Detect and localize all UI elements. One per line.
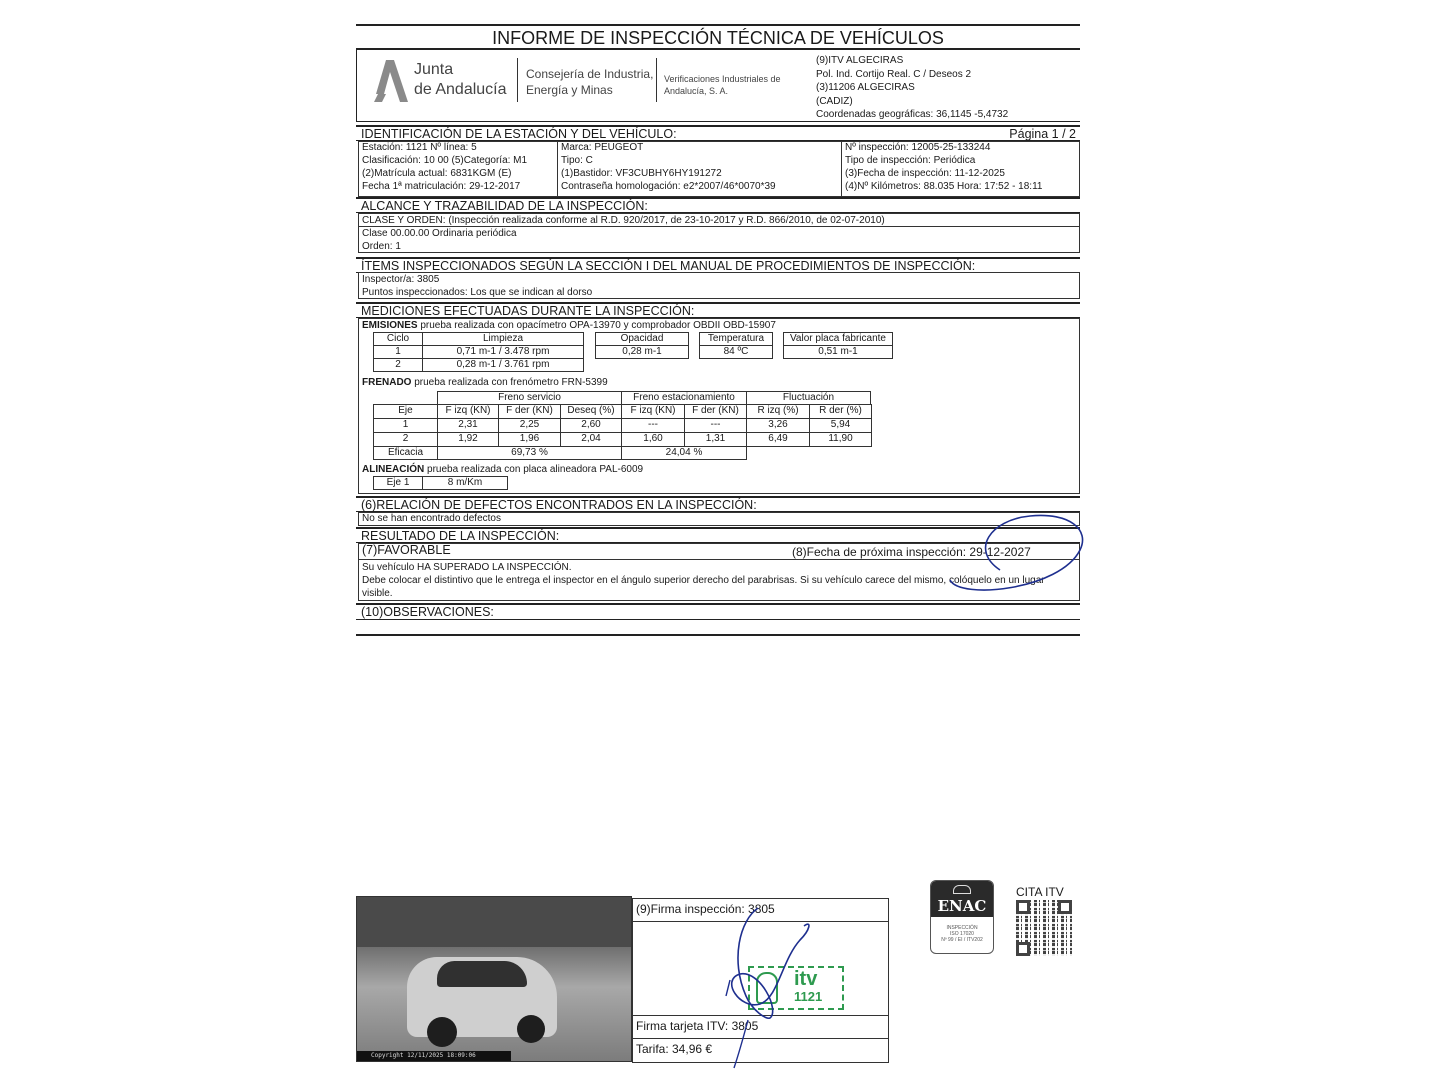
brake-header-cell: Deseq (%) bbox=[560, 404, 622, 419]
temperatura-label: Temperatura bbox=[699, 332, 773, 346]
junta-name: Junta de Andalucía bbox=[414, 61, 507, 98]
emisiones-row2-limpieza: 0,28 m-1 / 3.761 rpm bbox=[422, 358, 584, 372]
eje1-label: Eje 1 bbox=[373, 476, 423, 490]
id-col1: Estación: 1121 Nº línea: 5 Clasificación: 10 00 (5)Categoría: M1 (2)Matrícula actual: 6831KGM (E) Fecha 1ª matriculación: 29-12-2017 bbox=[362, 142, 528, 192]
qr-finder bbox=[1016, 942, 1030, 956]
verif-name: Verificaciones Industriales de Andalucía, S. A. bbox=[664, 74, 781, 96]
brake-cell: 1,96 bbox=[498, 432, 561, 447]
photo-car-wheel bbox=[517, 1015, 545, 1043]
items-heading: ÍTEMS INSPECCIONADOS SEGÚN LA SECCIÓN I DEL MANUAL DE PROCEDIMIENTOS DE INSPECCIÓN: bbox=[356, 257, 1080, 273]
result-text: Su vehículo HA SUPERADO LA INSPECCIÓN. Debe colocar el distintivo que le entrega el inspector en el ángulo superior derecho del parabrisas. Si su vehículo carece del mismo, colóquelo en un lugar visible. bbox=[362, 562, 1045, 599]
eje1-value: 8 m/Km bbox=[422, 476, 508, 490]
emisiones-row1-limpieza: 0,71 m-1 / 3.478 rpm bbox=[422, 345, 584, 359]
enac-small-2: ISO 17020 bbox=[950, 931, 974, 937]
brake-cell: 6,49 bbox=[746, 432, 810, 447]
temperatura-value: 84 ºC bbox=[699, 345, 773, 359]
enac-logo bbox=[930, 880, 994, 954]
brake-cell: 2,31 bbox=[437, 418, 499, 433]
freno-estacionamiento-header: Freno estacionamiento bbox=[621, 391, 747, 405]
brake-cell: 5,94 bbox=[809, 418, 872, 433]
id-col2: Marca: PEUGEOT Tipo: C (1)Bastidor: VF3CUBHY6HY191272 Contraseña homologación: e2*2007/46*0070*39 bbox=[561, 142, 776, 192]
fluctuacion-header: Fluctuación bbox=[746, 391, 871, 405]
next-inspection-date: (8)Fecha de próxima inspección: 29-12-2027 bbox=[792, 545, 1031, 559]
firma-inspeccion: (9)Firma inspección: 3805 bbox=[636, 902, 775, 916]
qr-finder bbox=[1016, 900, 1030, 914]
stamp-itv: itv bbox=[794, 968, 818, 990]
emisiones-row2-ciclo: 2 bbox=[373, 358, 423, 372]
brake-header-cell: F izq (KN) bbox=[437, 404, 499, 419]
identification-heading: IDENTIFICACIÓN DE LA ESTACIÓN Y DEL VEHÍCULO: Página 1 / 2 bbox=[356, 125, 1080, 141]
items-text: Inspector/a: 3805 Puntos inspeccionados: Los que se indican al dorso bbox=[362, 274, 593, 298]
consejeria-name: Consejería de Industria, Energía y Minas bbox=[526, 67, 654, 97]
enac-crown-icon bbox=[953, 885, 971, 894]
brake-cell: 2 bbox=[373, 432, 438, 447]
placa-label: Valor placa fabricante bbox=[783, 332, 893, 346]
enac-text: ENAC bbox=[937, 897, 987, 915]
signature-loop-mark bbox=[940, 510, 1090, 600]
brake-cell: 2,25 bbox=[498, 418, 561, 433]
brake-header-cell: Eje bbox=[373, 404, 438, 419]
opacidad-value: 0,28 m-1 bbox=[595, 345, 689, 359]
document-title: INFORME DE INSPECCIÓN TÉCNICA DE VEHÍCULOS bbox=[492, 28, 944, 48]
eficacia-servicio: 69,73 % bbox=[437, 446, 622, 460]
opacidad-label: Opacidad bbox=[595, 332, 689, 346]
alineacion-line: ALINEACIÓN prueba realizada con placa alineadora PAL-6009 bbox=[362, 464, 644, 475]
brake-header-cell: R der (%) bbox=[809, 404, 872, 419]
brake-cell: 1 bbox=[373, 418, 438, 433]
handwritten-signature bbox=[700, 900, 823, 1070]
firma-tarjeta: Firma tarjeta ITV: 3805 bbox=[636, 1019, 759, 1033]
photo-car-wheel bbox=[427, 1017, 457, 1047]
qr-finder bbox=[1058, 900, 1072, 914]
result-heading: RESULTADO DE LA INSPECCIÓN: bbox=[356, 527, 1080, 543]
enac-small-1: INSPECCIÓN bbox=[946, 925, 978, 931]
qr-code-icon[interactable] bbox=[1016, 900, 1072, 956]
measurements-heading: MEDICIONES EFECTUADAS DURANTE LA INSPECCIÓN: bbox=[356, 302, 1080, 318]
placa-value: 0,51 m-1 bbox=[783, 345, 893, 359]
photo-caption: Copyright 12/11/2025 18:09:06 bbox=[357, 1051, 511, 1061]
page-number: Página 1 / 2 bbox=[1009, 127, 1076, 141]
observations-heading: (10)OBSERVACIONES: bbox=[356, 603, 1080, 620]
cita-label: CITA ITV bbox=[1016, 885, 1064, 899]
frenado-line: FRENADO prueba realizada con frenómetro FRN-5399 bbox=[362, 377, 608, 388]
eficacia-label: Eficacia bbox=[373, 446, 438, 460]
brake-header-cell: F izq (KN) bbox=[621, 404, 685, 419]
brake-header-cell: R izq (%) bbox=[746, 404, 810, 419]
freno-servicio-header: Freno servicio bbox=[437, 391, 622, 405]
brake-cell: 1,92 bbox=[437, 432, 499, 447]
result-verdict: (7)FAVORABLE bbox=[362, 543, 451, 557]
brake-cell: 2,04 bbox=[560, 432, 622, 447]
brake-cell: --- bbox=[621, 418, 685, 433]
emisiones-row1-ciclo: 1 bbox=[373, 345, 423, 359]
stamp-number: 1121 bbox=[794, 989, 823, 1004]
photo-building bbox=[357, 897, 632, 947]
scope-text: CLASE Y ORDEN: (Inspección realizada conforme al R.D. 920/2017, de 23-10-2017 y R.D. 866/2010, de 02-07-2010) Clase 00.00.00 Ordinaria periódica Orden: 1 bbox=[362, 215, 885, 252]
brake-header-cell: F der (KN) bbox=[498, 404, 561, 419]
eficacia-estacionamiento: 24,04 % bbox=[621, 446, 747, 460]
junta-logo-icon bbox=[372, 58, 410, 104]
photo-car-window bbox=[437, 961, 527, 987]
vehicle-photo bbox=[356, 896, 632, 1062]
defects-text: No se han encontrado defectos bbox=[362, 513, 501, 524]
defects-heading: (6)RELACIÓN DE DEFECTOS ENCONTRADOS EN LA INSPECCIÓN: bbox=[356, 496, 1080, 512]
emisiones-line: EMISIONES prueba realizada con opacímetro OPA-13970 y comprobador OBDII OBD-15907 bbox=[362, 320, 776, 331]
enac-small-3: Nº 99 / EI / ITV202 bbox=[941, 937, 983, 943]
brake-cell: 1,60 bbox=[621, 432, 685, 447]
id-col3: Nº inspección: 12005-25-133244 Tipo de inspección: Periódica (3)Fecha de inspección: 11-12-2025 (4)Nº Kilómetros: 88.035 Hora: 17:52 - 18:11 bbox=[845, 142, 1043, 192]
brake-cell: --- bbox=[684, 418, 747, 433]
brake-header-cell: F der (KN) bbox=[684, 404, 747, 419]
title-box bbox=[356, 24, 1080, 50]
tarifa: Tarifa: 34,96 € bbox=[636, 1042, 713, 1056]
brake-cell: 1,31 bbox=[684, 432, 747, 447]
brake-cell: 3,26 bbox=[746, 418, 810, 433]
station-info: (9)ITV ALGECIRAS Pol. Ind. Cortijo Real. C / Deseos 2 (3)11206 ALGECIRAS (CADIZ) Coordenadas geográficas: 36,1145 -5,4732 bbox=[816, 55, 1009, 120]
brake-cell: 11,90 bbox=[809, 432, 872, 447]
emisiones-header-limpieza: Limpieza bbox=[422, 332, 584, 346]
brake-cell: 2,60 bbox=[560, 418, 622, 433]
emisiones-header-ciclo: Ciclo bbox=[373, 332, 423, 346]
scope-heading: ALCANCE Y TRAZABILIDAD DE LA INSPECCIÓN: bbox=[356, 197, 1080, 213]
